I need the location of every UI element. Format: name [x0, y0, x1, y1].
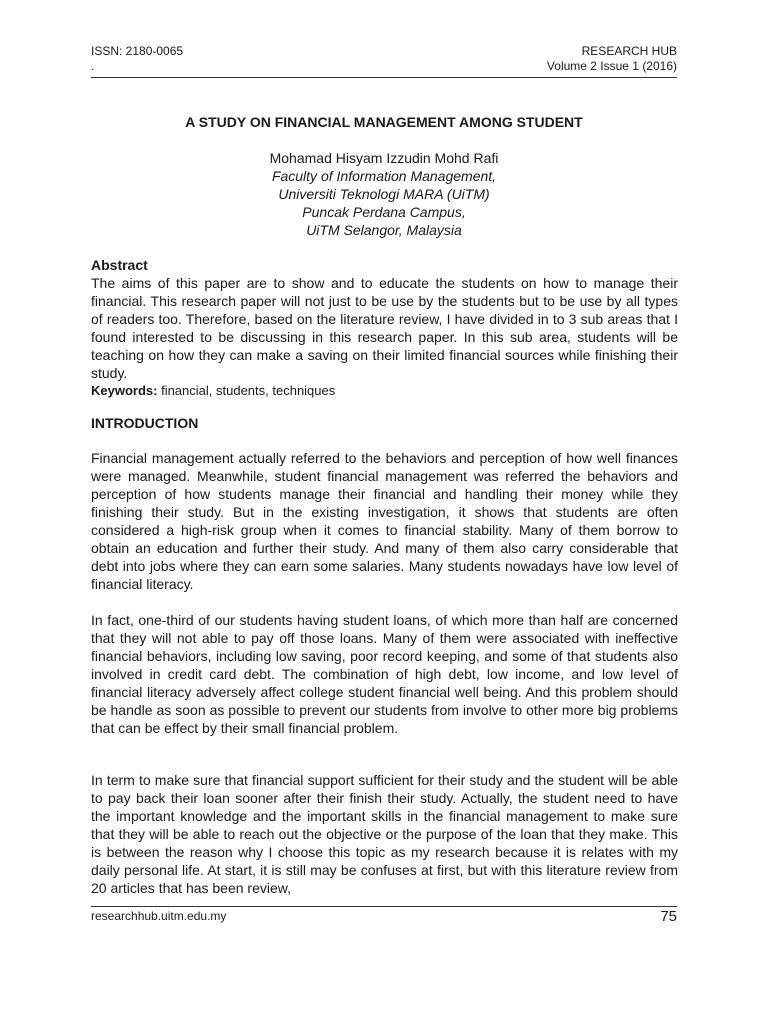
affiliation-line: Faculty of Information Management,: [271, 168, 497, 184]
paper-title: A STUDY ON FINANCIAL MANAGEMENT AMONG STUDENT: [185, 114, 583, 130]
footer-url: researchhub.uitm.edu.my: [91, 909, 227, 923]
header-right: [547, 44, 677, 74]
keywords-line: [91, 382, 678, 400]
intro-paragraph-3: [91, 771, 678, 897]
affiliation-line: UiTM Selangor, Malaysia: [306, 222, 462, 238]
affiliation-line: Universiti Teknologi MARA (UiTM): [278, 186, 490, 202]
keywords-label: Keywords:: [91, 383, 158, 398]
journal-name: RESEARCH HUB: [581, 44, 677, 58]
volume-issue: Volume 2 Issue 1 (2016): [546, 59, 677, 73]
header-dot: .: [91, 59, 95, 73]
paragraph-text: In fact, one-third of our students having student loans, of which more than half are concerned that they will not able to pay off those loans. Many of them were associated with ineffective financial behaviors, including low saving, poor record keeping, and some of that students also involved in credit card debt. The combination of high debt, low income, and low level of financial literacy adversely affect college student financial well being. And this problem should be handle as soon as possible to prevent our students from involve to other more big problems that can be effect by their small financial problem.: [91, 612, 678, 736]
affiliation-line: Puncak Perdana Campus,: [302, 204, 466, 220]
author-block: [91, 149, 677, 239]
keywords-list: financial, students, techniques: [157, 383, 336, 398]
abstract-section: [91, 256, 678, 400]
paragraph-text: In term to make sure that financial support sufficient for their study and the student will be able to pay back their loan sooner after their finish their study. Actually, the student need to have the important knowledge and the important skills in the financial management to make sure that they will be able to reach out the objective or the purpose of the loan that they make. This is between the reason why I choose this topic as my research because it is relates with my daily personal life. At start, it is still may be confuses at first, but with this literature review from 20 articles that has been review,: [91, 772, 678, 896]
intro-paragraph-1: [91, 449, 678, 593]
abstract-text: The aims of this paper are to show and to educate the students on how to manage their financial. This research paper will not just to be use by the students but to be use by all types of readers too. Therefore, based on the literature review, I have divided in to 3 sub areas that I found interested to be discussing in this research paper. In this sub area, students will be teaching on how they can make a saving on their limited financial sources while finishing their study.: [91, 275, 678, 381]
footer-rule: [91, 906, 677, 907]
abstract-heading: Abstract: [91, 257, 148, 273]
header-left: [91, 44, 183, 74]
paragraph-text: Financial management actually referred to the behaviors and perception of how well finances were managed. Meanwhile, student financial management was referred the behaviors and perception of how students manage their financial and handling their money while they finishing their study. But in the existing investigation, it shows that students are often considered a high-risk group when it comes to financial stability. Many of them borrow to obtain an education and further their study. And many of them also carry considerable that debt into jobs where they can earn some salaries. Many students nowadays have low level of financial literacy.: [91, 450, 678, 592]
header-rule: [91, 77, 677, 78]
page-number: 75: [660, 908, 677, 925]
introduction-heading: INTRODUCTION: [91, 415, 199, 431]
author-name: Mohamad Hisyam Izzudin Mohd Rafi: [269, 150, 499, 166]
issn-text: ISSN: 2180-0065: [91, 44, 184, 58]
intro-paragraph-2: [91, 611, 678, 737]
